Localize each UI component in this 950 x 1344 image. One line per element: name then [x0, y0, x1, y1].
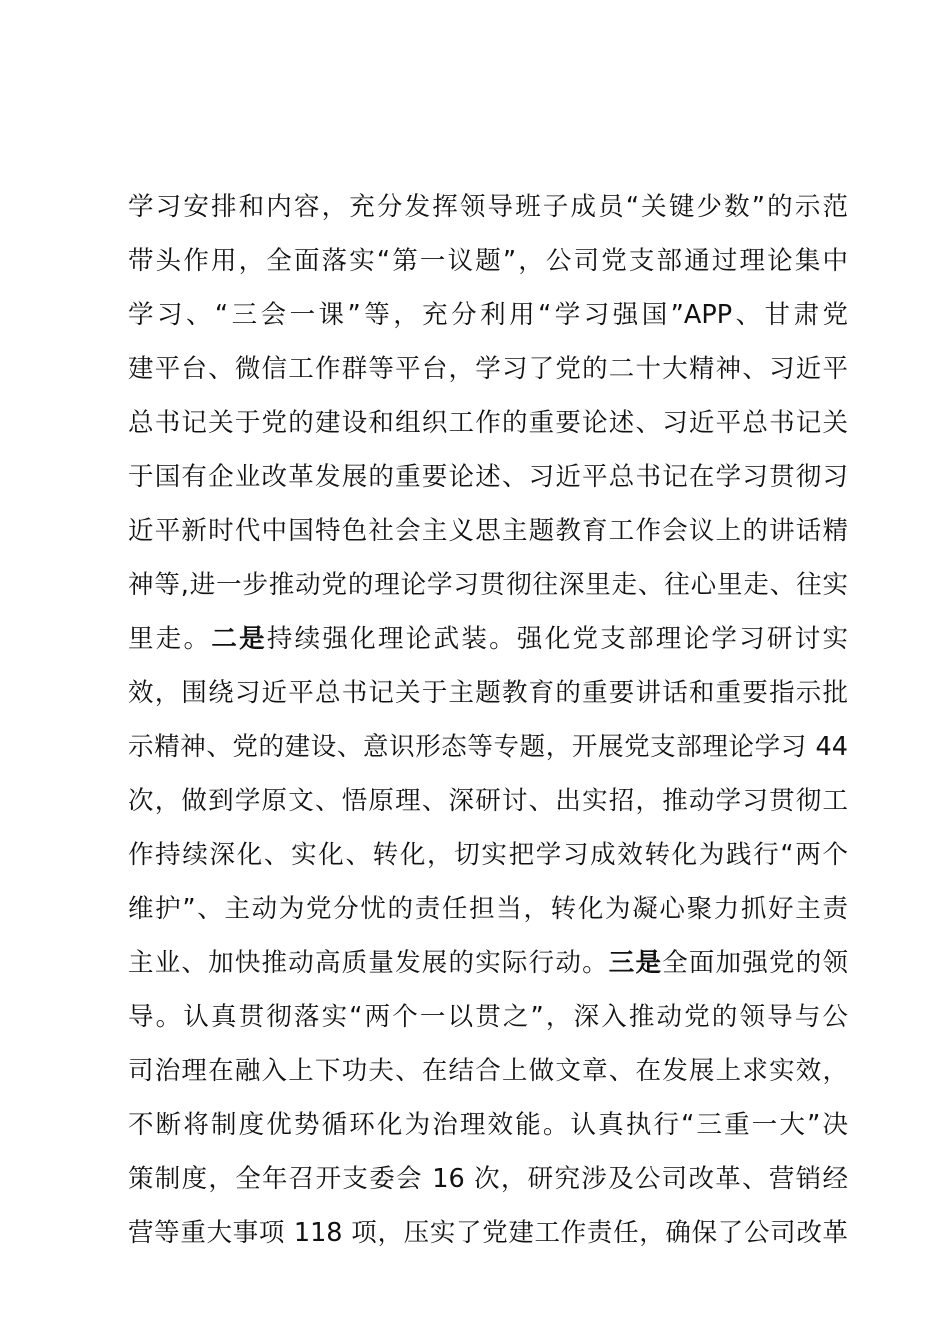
text-segment: 里走。: [128, 624, 212, 654]
text-line-9: [128, 612, 848, 666]
text-line-6: 于国有企业改革发展的重要论述、习近平总书记在学习贯彻习: [128, 462, 848, 492]
text-line-11: 示精神、党的建设、意识形态等专题，开展党支部理论学习 44: [128, 732, 848, 762]
text-line-10: 效，围绕习近平总书记关于主题教育的重要讲话和重要指示批: [128, 678, 848, 708]
text-line-19: 策制度，全年召开支委会 16 次，研究涉及公司改革、营销经: [128, 1164, 848, 1194]
text-segment: 主业、加快推动高质量发展的实际行动。: [128, 948, 609, 978]
text-line-14: 维护”、主动为党分忧的责任担当，转化为凝心聚力抓好主责: [128, 894, 848, 924]
text-line-3: 学习、“三会一课”等，充分利用“学习强国”APP、甘肃党: [128, 300, 848, 330]
text-segment: 全面加强党的领: [662, 948, 848, 978]
text-line-15: [128, 936, 848, 990]
text-line-1: 学习安排和内容，充分发挥领导班子成员“关键少数”的示范: [128, 192, 848, 222]
body-text: [128, 180, 848, 1260]
text-line-16: 导。认真贯彻落实“两个一以贯之”，深入推动党的领导与公: [128, 1002, 848, 1032]
text-line-17: 司治理在融入上下功夫、在结合上做文章、在发展上求实效，: [128, 1056, 848, 1086]
bold-heading-two: 二是: [211, 624, 267, 654]
text-line-18: 不断将制度优势循环化为治理效能。认真执行“三重一大”决: [128, 1110, 848, 1140]
text-line-4: 建平台、微信工作群等平台，学习了党的二十大精神、习近平: [128, 354, 848, 384]
text-line-2: 带头作用，全面落实“第一议题”，公司党支部通过理论集中: [128, 246, 848, 276]
bold-heading-three: 三是: [608, 948, 663, 978]
text-segment: 持续强化理论武装。强化党支部理论学习研讨实: [266, 624, 848, 654]
text-line-8: 神等,进一步推动党的理论学习贯彻往深里走、往心里走、往实: [128, 570, 848, 600]
text-line-12: 次，做到学原文、悟原理、深研讨、出实招，推动学习贯彻工: [128, 786, 848, 816]
text-line-7: 近平新时代中国特色社会主义思主题教育工作会议上的讲话精: [128, 516, 848, 546]
text-line-13: 作持续深化、实化、转化，切实把学习成效转化为践行“两个: [128, 840, 848, 870]
text-line-20: 营等重大事项 118 项，压实了党建工作责任，确保了公司改革: [128, 1218, 848, 1248]
text-line-5: 总书记关于党的建设和组织工作的重要论述、习近平总书记关: [128, 408, 848, 438]
